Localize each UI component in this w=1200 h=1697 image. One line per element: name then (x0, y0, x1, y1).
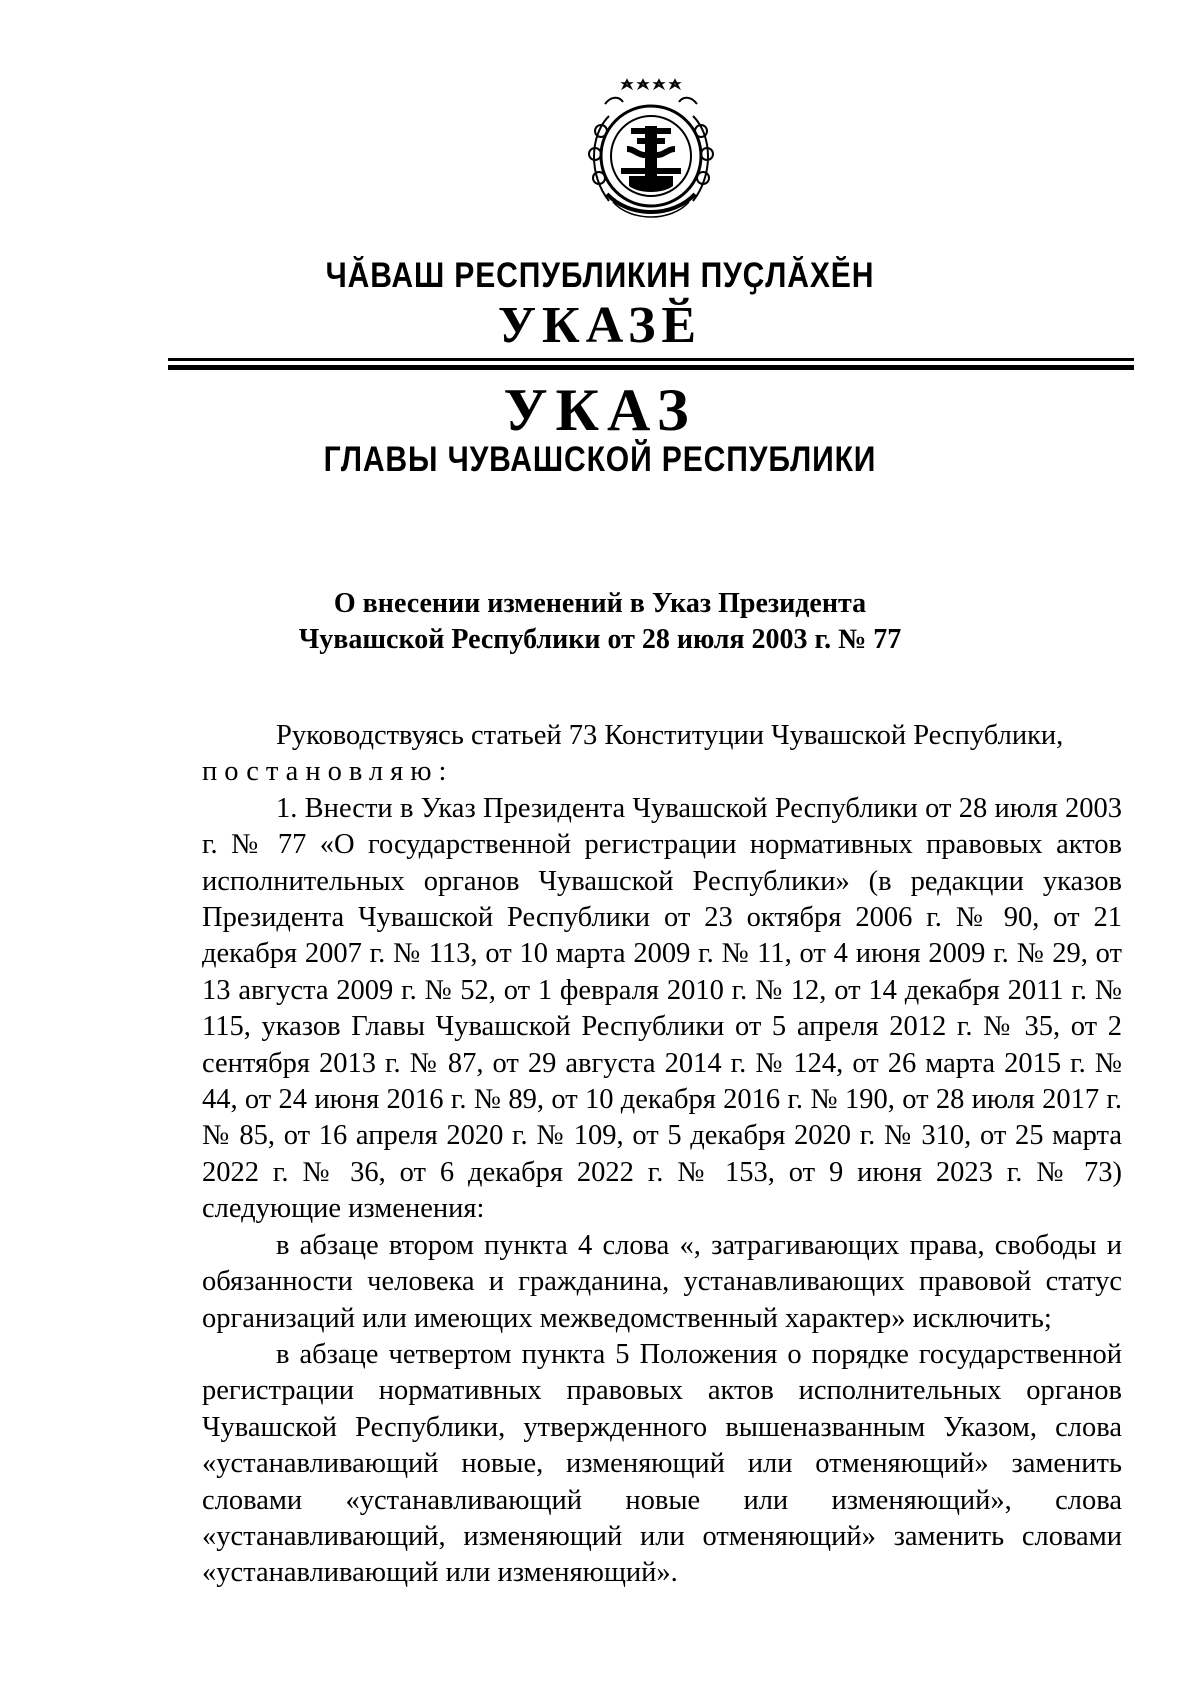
body-paragraph-2: в абзаце втором пункта 4 слова «, затрагивающих права, свободы и обязанности человека и гражданина, устанавливающих правовой статус организаций или имеющих межведомственный характер» исключить; (202, 1229, 1122, 1334)
chuvash-header-title: ЧӐВАШ РЕСПУБЛИКИН ПУҪЛӐХӖН (325, 256, 875, 295)
coat-of-arms-emblem (579, 76, 723, 226)
russian-header-title: ГЛАВЫ ЧУВАШСКОЙ РЕСПУБЛИКИ (323, 440, 877, 479)
document-body (202, 718, 1122, 1592)
header-divider-thick (168, 365, 1134, 370)
document-subject-line2: Чувашской Республики от 28 июля 2003 г. № 77 (298, 624, 902, 655)
header-divider-thin (168, 358, 1134, 361)
body-item-1: 1. Внести в Указ Президента Чувашской Республики от 28 июля 2003 г. № 77 «О государственной регистрации нормативных правовых актов исполнительных органов Чувашской Республики» (в редакции указов Президента Чувашской Республики от 23 октября 2006 г. № 90, от 21 декабря 2007 г. № 113, от 10 марта 2009 г. № 11, от 4 июня 2009 г. № 29, от 13 августа 2009 г. № 52, от 1 февраля 2010 г. № 12, от 14 декабря 2011 г. № 115, указов Главы Чувашской Республики от 5 апреля 2012 г. № 35, от 2 сентября 2013 г. № 87, от 29 августа 2014 г. № 124, от 26 марта 2015 г. № 44, от 24 июня 2016 г. № 89, от 10 декабря 2016 г. № 190, от 28 июля 2017 г. № 85, от 16 апреля 2020 г. № 109, от 5 декабря 2020 г. № 310, от 25 марта 2022 г. № 36, от 6 декабря 2022 г. № 153, от 9 июня 2023 г. № 73) следующие изменения: (202, 792, 1122, 1225)
body-intro: Руководствуясь статьей 73 Конституции Чувашской Республики, (276, 720, 1064, 751)
document-subject-line1: О внесении изменений в Указ Президента (333, 588, 867, 619)
chuvash-doc-type: УКАЗӖ (497, 297, 703, 354)
russian-doc-type: УКАЗ (503, 377, 697, 443)
body-decree-word: постановляю: (202, 756, 454, 788)
body-paragraph-3: в абзаце четвертом пункта 5 Положения о порядке государственной регистрации нормативных правовых актов исполнительных органов Чувашской Республики, утвержденного вышеназванным Указом, слова «устанавливающий новые, изменяющий или отменяющий» заменить словами «устанавливающий новые или изменяющий», слова «устанавливающий, изменяющий или отменяющий» заменить словами «устанавливающий или изменяющий». (202, 1338, 1122, 1589)
